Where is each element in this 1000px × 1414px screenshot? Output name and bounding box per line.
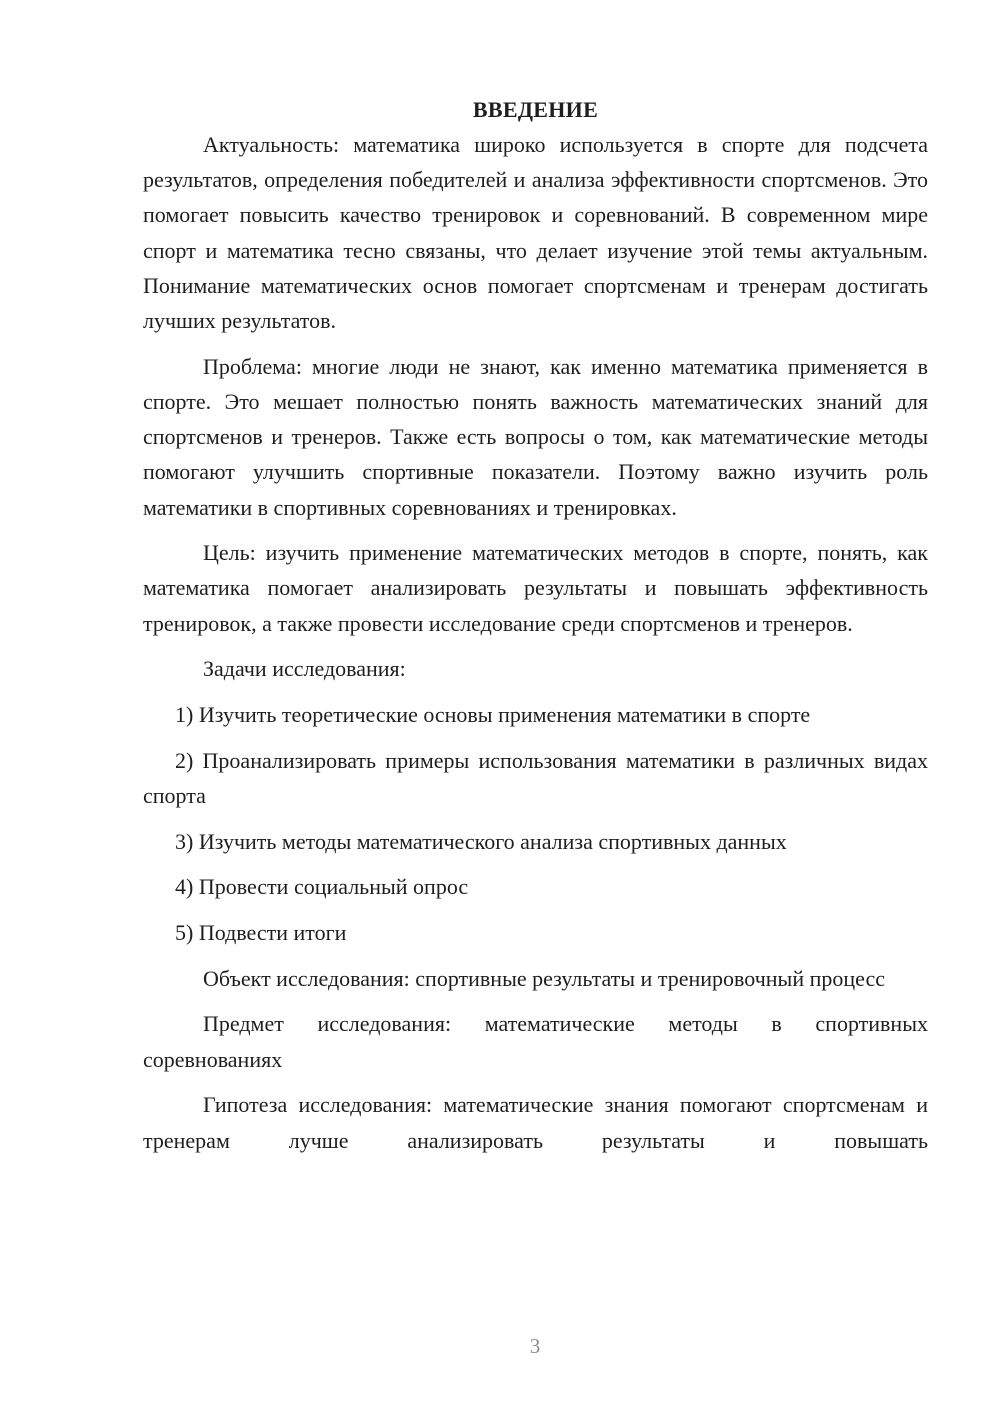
task-item-2: 2) Проанализировать примеры использования математики в различных видах спорта xyxy=(143,747,928,808)
task-item-3: 3) Изучить методы математического анализа спортивных данных xyxy=(175,828,787,854)
problem-paragraph: Проблема: многие люди не знают, как именно математика применяется в спорте. Это мешает полностью понять важность математических знаний для спортсменов и тренеров. Также есть вопросы о том, как математические методы помогают улучшить спортивные показатели. Поэтому важно изучить роль математики в спортивных соревнованиях и тренировках. xyxy=(143,353,928,520)
subject-paragraph: Предмет исследования: математические методы в спортивных соревнованиях xyxy=(143,1011,928,1072)
document-page xyxy=(143,92,928,1158)
section-title: ВВЕДЕНИЕ xyxy=(472,97,599,122)
object-paragraph: Объект исследования: спортивные результаты и тренировочный процесс xyxy=(203,965,885,991)
goal-paragraph: Цель: изучить применение математических методов в спорте, понять, как математика помогает анализировать результаты и повышать эффективность тренировок, а также провести исследование среди спортсменов и тренеров. xyxy=(143,540,928,636)
page-number: 3 xyxy=(529,1334,541,1358)
task-item-5: 5) Подвести итоги xyxy=(175,920,347,946)
hypothesis-paragraph: Гипотеза исследования: математические знания помогают спортсменам и тренерам лучше анализировать результаты и повышать xyxy=(143,1092,928,1153)
relevance-paragraph: Актуальность: математика широко используется в спорте для подсчета результатов, определения победителей и анализа эффективности спортсменов. Это помогает повысить качество тренировок и соревнований. В современном мире спорт и математика тесно связаны, что делает изучение этой темы актуальным. Понимание математических основ помогает спортсменам и тренерам достигать лучших результатов. xyxy=(143,132,928,334)
task-item-4: 4) Провести социальный опрос xyxy=(175,874,469,900)
tasks-heading: Задачи исследования: xyxy=(203,656,406,682)
task-item-1: 1) Изучить теоретические основы применения математики в спорте xyxy=(175,702,811,728)
